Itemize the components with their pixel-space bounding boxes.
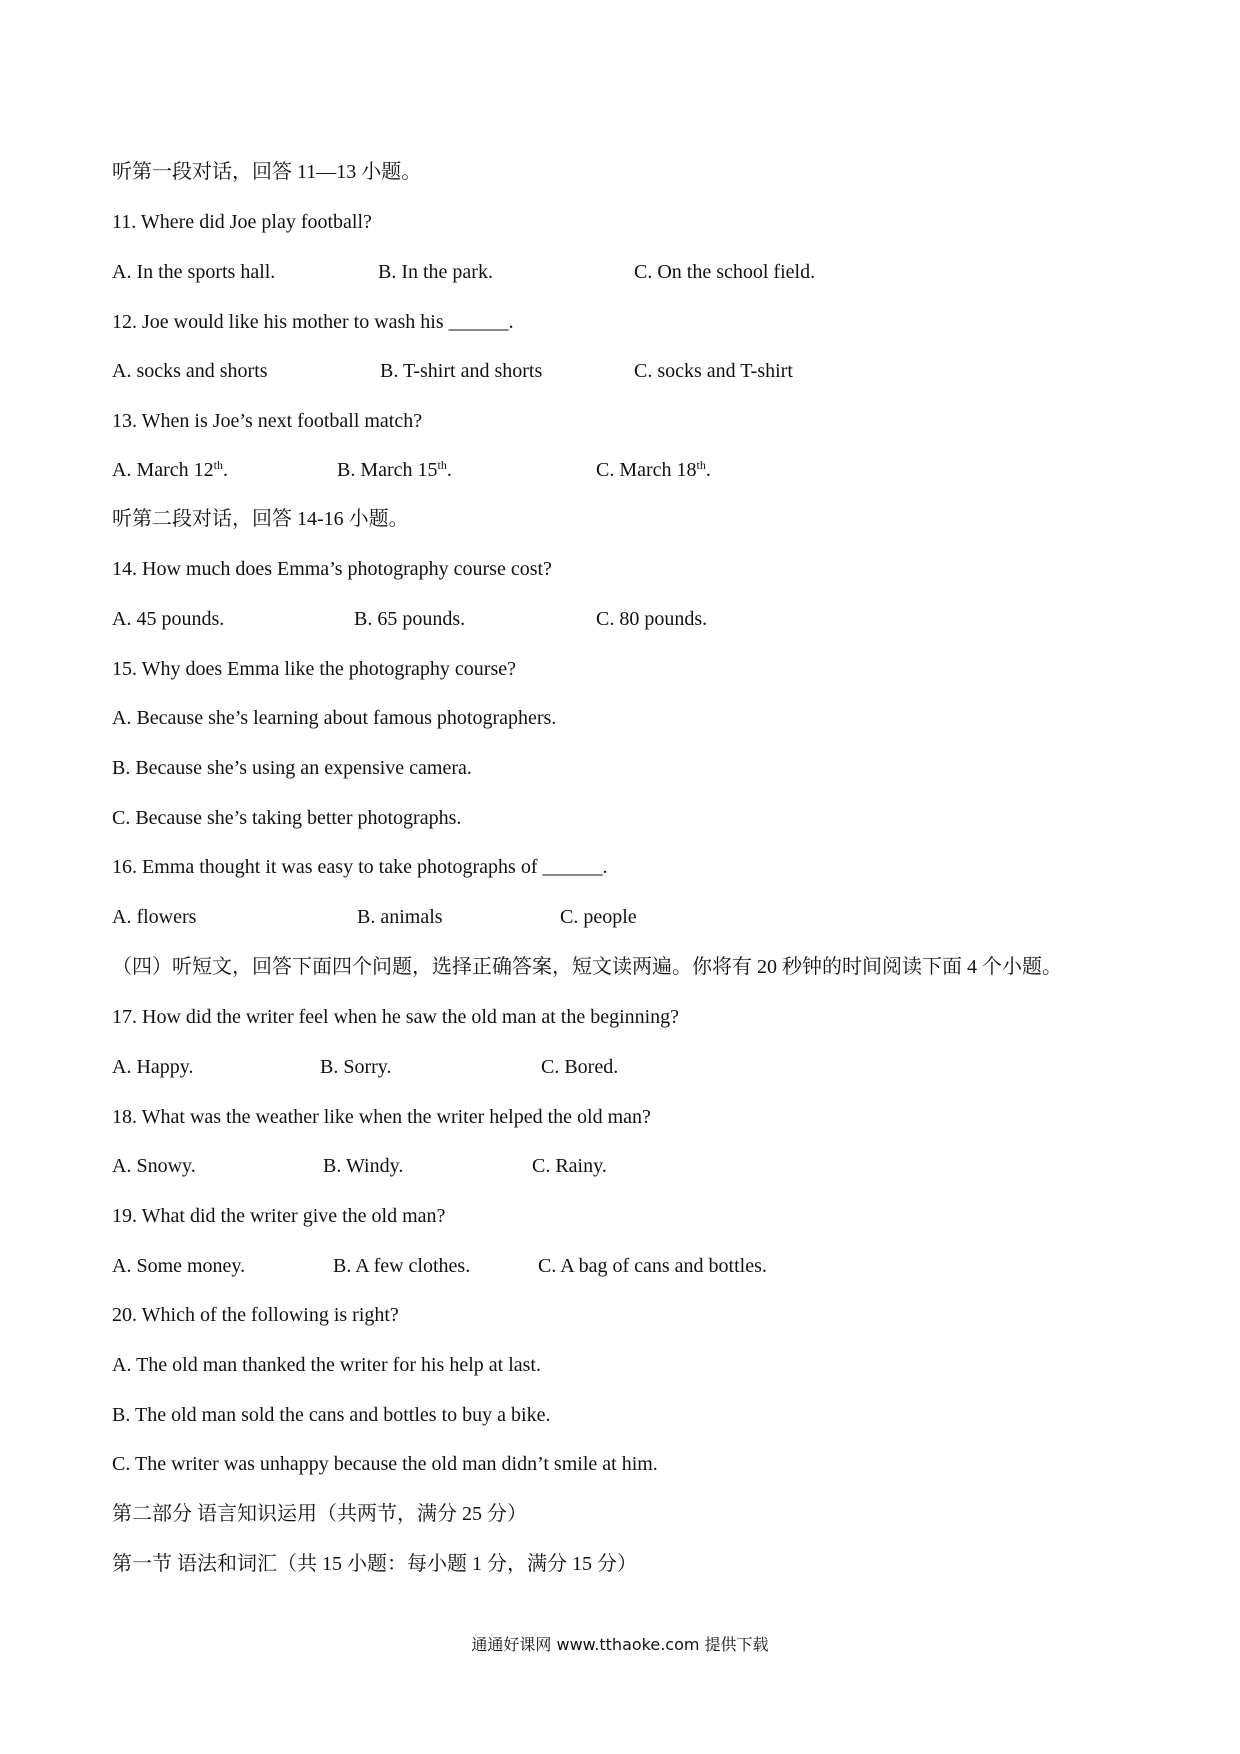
q18-option-b: B. Windy.	[323, 1155, 404, 1177]
q15-option-a: A. Because she’s learning about famous photographers.	[112, 707, 557, 729]
question-18: 18. What was the weather like when the writer helped the old man?	[112, 1106, 651, 1128]
q14-option-a: A. 45 pounds.	[112, 608, 225, 630]
q14-option-b: B. 65 pounds.	[354, 608, 466, 630]
q13-option-a: A. March 12th.	[112, 458, 228, 481]
question-12: 12. Joe would like his mother to wash his ______.	[112, 311, 514, 333]
q15-option-c: C. Because she’s taking better photographs.	[112, 807, 462, 829]
q11-option-c: C. On the school field.	[634, 261, 816, 283]
page-footer: 通通好课网 www.tthaoke.com 提供下载	[471, 1635, 769, 1654]
q14-option-c: C. 80 pounds.	[596, 608, 708, 630]
question-17: 17. How did the writer feel when he saw the old man at the beginning?	[112, 1006, 680, 1028]
section1-heading: 听第一段对话，回答 11—13 小题。	[112, 161, 422, 183]
q12-option-b: B. T-shirt and shorts	[380, 360, 543, 382]
q19-option-a: A. Some money.	[112, 1255, 246, 1277]
q12-option-a: A. socks and shorts	[112, 360, 268, 382]
question-16: 16. Emma thought it was easy to take photographs of ______.	[112, 856, 608, 878]
q16-option-b: B. animals	[357, 906, 443, 928]
q19-option-b: B. A few clothes.	[333, 1255, 471, 1277]
question-15: 15. Why does Emma like the photography course?	[112, 658, 516, 680]
question-14: 14. How much does Emma’s photography course cost?	[112, 558, 552, 580]
q17-option-c: C. Bored.	[541, 1056, 619, 1078]
part2-section1-heading: 第一节 语法和词汇（共 15 小题：每小题 1 分，满分 15 分）	[112, 1553, 637, 1575]
q17-option-a: A. Happy.	[112, 1056, 194, 1078]
q12-option-c: C. socks and T-shirt	[634, 360, 793, 382]
q16-option-c: C. people	[560, 906, 637, 928]
q13-option-c: C. March 18th.	[596, 458, 711, 481]
question-19: 19. What did the writer give the old man?	[112, 1205, 446, 1227]
q19-option-c: C. A bag of cans and bottles.	[538, 1255, 767, 1277]
section2-heading: 听第二段对话，回答 14-16 小题。	[112, 508, 409, 530]
q15-option-b: B. Because she’s using an expensive camera.	[112, 757, 472, 779]
q13-option-b: B. March 15th.	[337, 458, 452, 481]
q18-option-a: A. Snowy.	[112, 1155, 196, 1177]
section3-heading: （四）听短文，回答下面四个问题，选择正确答案，短文读两遍。你将有 20 秒钟的时间阅读下面 4 个小题。	[112, 956, 1062, 978]
question-11: 11. Where did Joe play football?	[112, 211, 372, 233]
q11-option-b: B. In the park.	[378, 261, 493, 283]
q20-option-c: C. The writer was unhappy because the old man didn’t smile at him.	[112, 1453, 658, 1475]
question-13: 13. When is Joe’s next football match?	[112, 410, 423, 432]
question-20: 20. Which of the following is right?	[112, 1304, 399, 1326]
q20-option-a: A. The old man thanked the writer for his help at last.	[112, 1354, 541, 1376]
q11-option-a: A. In the sports hall.	[112, 261, 276, 283]
q16-option-a: A. flowers	[112, 906, 197, 928]
q18-option-c: C. Rainy.	[532, 1155, 607, 1177]
part2-heading: 第二部分 语言知识运用（共两节，满分 25 分）	[112, 1503, 527, 1525]
q17-option-b: B. Sorry.	[320, 1056, 392, 1078]
q20-option-b: B. The old man sold the cans and bottles to buy a bike.	[112, 1404, 551, 1426]
